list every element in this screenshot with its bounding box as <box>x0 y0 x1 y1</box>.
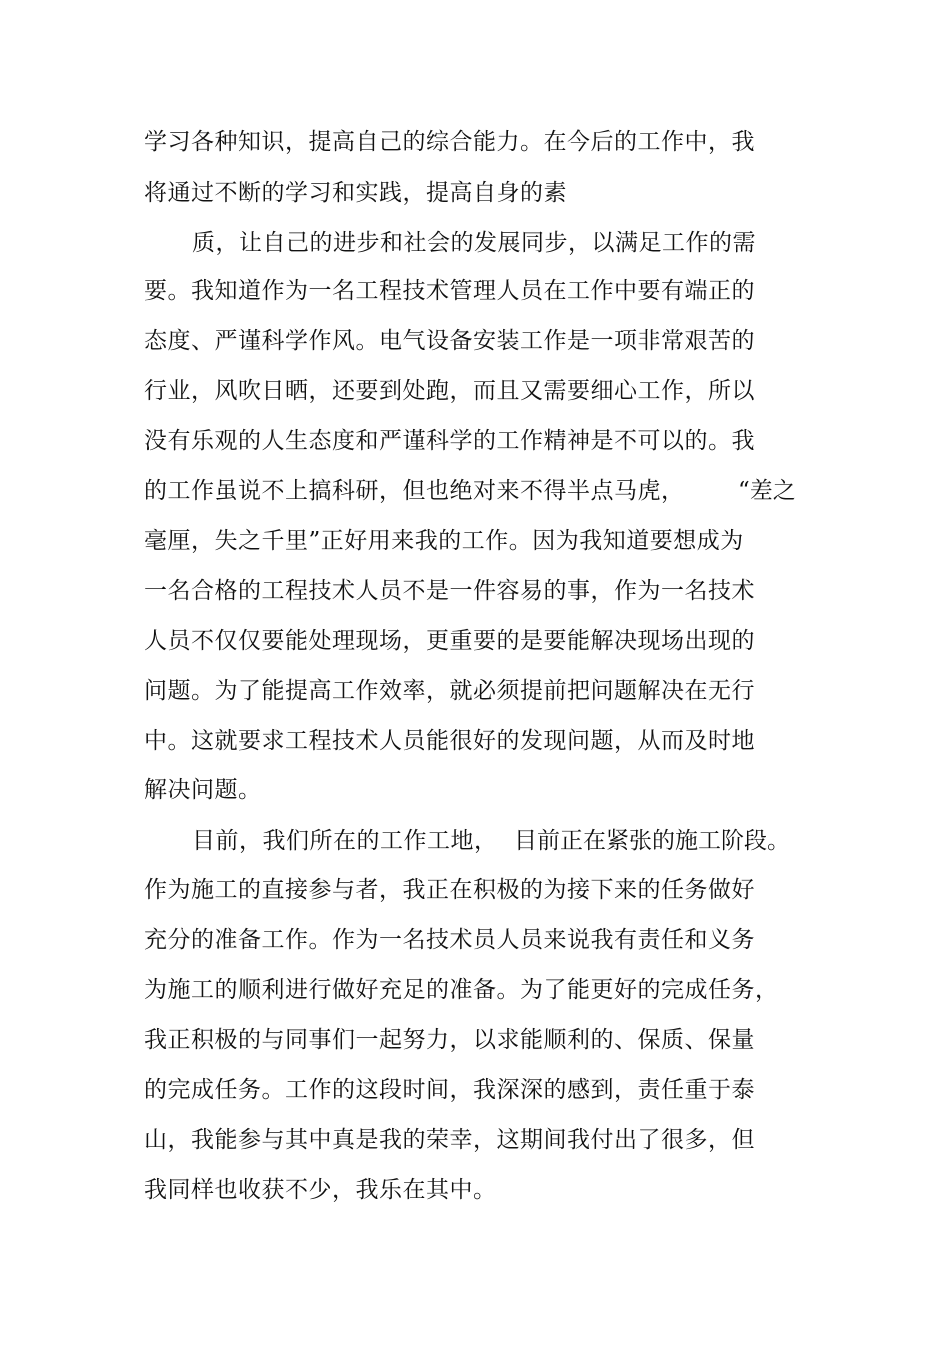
text-line: 行业，风吹日晒，还要到处跑，而且又需要细心工作，所以 <box>144 378 755 404</box>
text-line: 充分的准备工作。作为一名技术员人员来说我有责任和义务 <box>144 927 755 953</box>
paragraph-start-line: 质，让自己的进步和社会的发展同步，以满足工作的需 <box>192 230 756 256</box>
quote-fragment: “差之 <box>738 478 796 504</box>
text-line: 将通过不断的学习和实践，提高自身的素 <box>144 180 567 206</box>
text-line: 解决问题。 <box>144 777 262 803</box>
text-line: 的完成任务。工作的这段时间，我深深的感到，责任重于泰 <box>144 1077 755 1103</box>
paragraph-start-line: 目前，我们所在的工作工地， <box>192 828 498 854</box>
text-line: 问题。为了能提高工作效率，就必须提前把问题解决在无行 <box>144 678 755 704</box>
text-line: 要。我知道作为一名工程技术管理人员在工作中要有端正的 <box>144 278 755 304</box>
text-fragment: 目前正在紧张的施工阶段。 <box>514 828 790 854</box>
text-line: 毫厘，失之千里”正好用来我的工作。因为我知道要想成为 <box>144 528 744 554</box>
text-line: 的工作虽说不上搞科研，但也绝对来不得半点马虎， <box>144 478 685 504</box>
text-line: 作为施工的直接参与者，我正在积极的为接下来的任务做好 <box>144 877 755 903</box>
text-line: 态度、严谨科学作风。电气设备安装工作是一项非常艰苦的 <box>144 328 755 354</box>
text-line: 一名合格的工程技术人员不是一件容易的事，作为一名技术 <box>144 578 755 604</box>
text-line: 中。这就要求工程技术人员能很好的发现问题，从而及时地 <box>144 728 755 754</box>
text-line: 为施工的顺利进行做好充足的准备。为了能更好的完成任务， <box>144 977 779 1003</box>
text-line: 人员不仅仅要能处理现场，更重要的是要能解决现场出现的 <box>144 628 755 654</box>
text-line: 学习各种知识，提高自己的综合能力。在今后的工作中，我 <box>144 129 755 155</box>
text-line: 我同样也收获不少，我乐在其中。 <box>144 1177 497 1203</box>
text-line: 山，我能参与其中真是我的荣幸，这期间我付出了很多，但 <box>144 1127 755 1153</box>
text-line: 没有乐观的人生态度和严谨科学的工作精神是不可以的。我 <box>144 428 755 454</box>
text-line: 我正积极的与同事们一起努力，以求能顺利的、保质、保量 <box>144 1027 755 1053</box>
